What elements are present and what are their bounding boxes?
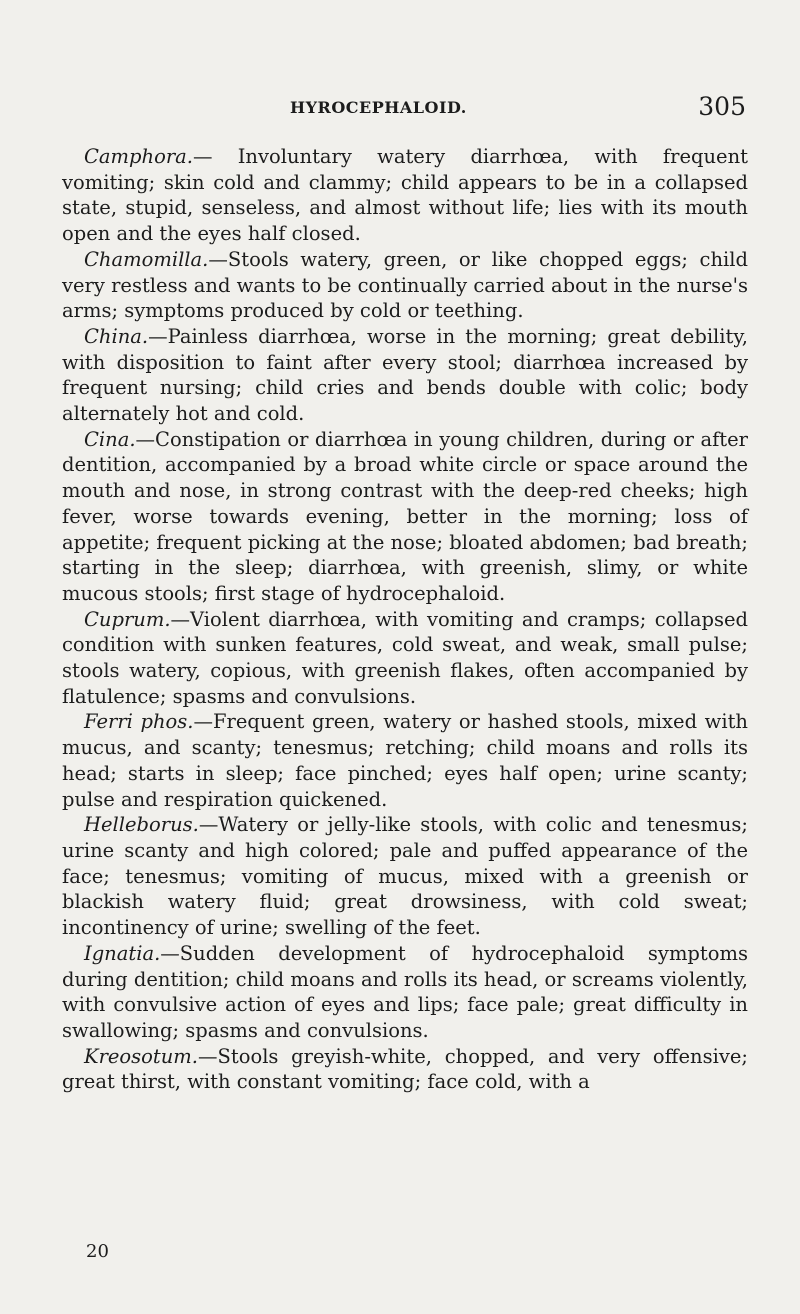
remedy-name: Cuprum.: [84, 607, 171, 631]
page-header: [290, 92, 746, 132]
remedy-entry: [62, 812, 748, 941]
remedy-entry: [62, 247, 748, 324]
remedy-entry: [62, 941, 748, 1044]
remedy-name: Chamomilla.: [84, 247, 209, 271]
remedy-entry: [62, 607, 748, 710]
remedy-name: Camphora.: [84, 145, 193, 168]
remedy-description: —Frequent green, watery or hashed stools, mixed with mucus, and scanty; tenesmus; retching; child moans and rolls its head; starts in sleep; face pinched; eyes half open; urine scanty; pulse and respiration quickened.: [62, 710, 748, 811]
remedy-description: —Sudden development of hydrocephaloid symptoms during dentition; child moans and rolls its head, or screams violently, with convulsive action of eyes and lips; face pale; great difficulty in swallowing; spasms and convulsions.: [62, 941, 748, 1042]
remedy-description: —Stools watery, green, or like chopped eggs; child very restless and wants to be continually carried about in the nurse's arms; symptoms produced by cold or teething.: [62, 247, 748, 323]
remedy-entry: [62, 324, 748, 427]
remedy-description: —Violent diarrhœa, with vomiting and cramps; collapsed condition with sunken features, cold sweat, and weak, small pulse; stools watery, copious, with greenish flakes, often accompanied by flatulence; spasms and convulsions.: [62, 607, 748, 708]
remedy-entry: [62, 144, 748, 247]
page-number: 305: [698, 92, 746, 121]
remedy-list: [62, 144, 748, 1095]
signature-mark: 20: [86, 1241, 109, 1262]
remedy-entry: [62, 427, 748, 607]
remedy-name: Kreosotum.: [84, 1044, 199, 1068]
remedy-description: —Stools greyish-white, chopped, and very offensive; great thirst, with constant vomiting; face cold, with a: [62, 1044, 748, 1094]
remedy-name: China.: [84, 324, 149, 348]
remedy-name: Ignatia.: [84, 941, 161, 965]
remedy-entry: [62, 709, 748, 812]
remedy-description: —Constipation or diarrhœa in young children, during or after dentition, accompanied by a broad white circle or space around the mouth and nose, in strong contrast with the deep-red cheeks; high fever, worse towards evening, better in the morning; loss of appetite; frequent picking at the nose; bloated abdomen; bad breath; starting in the sleep; diarrhœa, with greenish, slimy, or white mucous stools; first stage of hydrocephaloid.: [62, 427, 748, 605]
remedy-entry: [62, 1044, 748, 1095]
remedy-name: Helleborus.: [84, 813, 199, 837]
remedy-description: — Involuntary watery diarrhœa, with frequent vomiting; skin cold and clammy; child appears to be in a collapsed state, stupid, senseless, and almost without life; lies with its mouth open and the eyes half closed.: [62, 145, 748, 246]
remedy-description: —Painless diarrhœa, worse in the morning; great debility, with disposition to faint after every stool; diarrhœa increased by frequent nursing; child cries and bends double with colic; body alternately hot and cold.: [62, 324, 748, 426]
remedy-description: —Watery or jelly-like stools, with colic and tenesmus; urine scanty and high colored; pale and puffed appearance of the face; tenesmus; vomiting of mucus, mixed with a greenish or blackish watery fluid; great drowsiness, with cold sweat; incontinency of urine; swelling of the feet.: [62, 813, 748, 940]
remedy-name: Cina.: [84, 427, 136, 451]
running-title: HYROCEPHALOID.: [290, 98, 467, 117]
remedy-name: Ferri phos.: [84, 710, 194, 734]
